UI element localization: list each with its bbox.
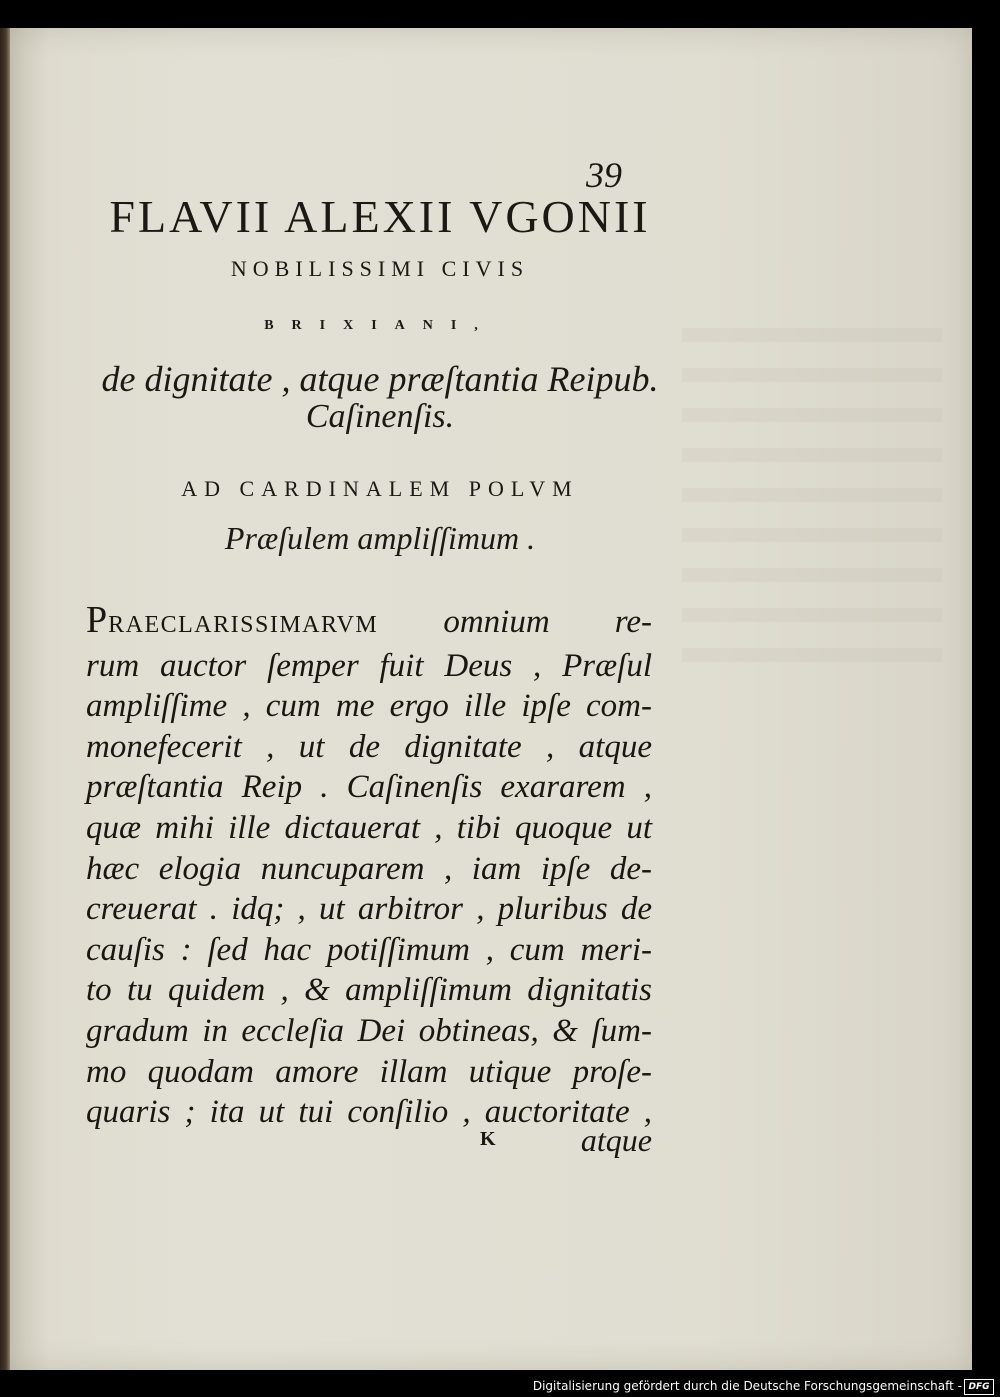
dedication-heading: AD CARDINALEM POLVM [181,476,579,501]
body-line: monefecerit , ut de dignitate , atque [86,728,652,765]
show-through [682,328,942,668]
body-line: to tu quidem , & ampliſſimum dignitatis [86,972,652,1009]
title-brixiani: BRIXIANI, [264,318,496,333]
body-line: creuerat . idq; , ut arbitror , pluribus de [86,891,652,928]
body-line: præſtantia Reip . Caſinenſis exararem , [86,769,652,806]
dfg-logo-icon: DFG [964,1379,994,1395]
body-line: quæ mihi ille dictauerat , tibi quoque ut [86,809,652,846]
body-line: mo quodam amore illam utique proſe- [86,1053,652,1090]
catchword: atque [580,1122,652,1158]
opening-caps: RAECLARISSIMARVM [108,612,379,638]
page-number: 39 [586,155,622,195]
initial-capital: P [86,599,109,641]
body-line: hæc elogia nuncuparem , iam ipſe de- [86,850,652,887]
body-line: gradum in eccleſia Dei obtineas, & ſum- [86,1012,652,1049]
footer-bar [0,1376,1000,1397]
dedication-subheading: Præſulem ampliſſimum . [224,520,536,556]
title-civis: NOBILISSIMI CIVIS [230,256,530,281]
title-author: FLAVII ALEXII VGONII [109,191,651,242]
body-line: quaris ; ita ut tui conſilio , auctoritate , [86,1094,652,1131]
body-line: cauſis : ſed hac potiſſimum , cum meri- [86,931,652,968]
title-subject: de dignitate , atque præſtantia Reipub. [101,359,659,399]
binding-edge [0,28,10,1370]
body-line-first [86,600,652,646]
title-subject-cont: Caſinenſis. [305,398,455,435]
opening-rest: omnium re- [443,604,652,640]
signature-mark: K [480,1128,496,1150]
body-text [86,600,652,1133]
body-line: rum auctor ſemper fuit Deus , Præſul [86,647,652,684]
funding-notice: Digitalisierung gefördert durch die Deutsche Forschungsgemeinschaft - [532,1379,962,1393]
body-line: ampliſſime , cum me ergo ille ipſe com- [86,688,652,725]
